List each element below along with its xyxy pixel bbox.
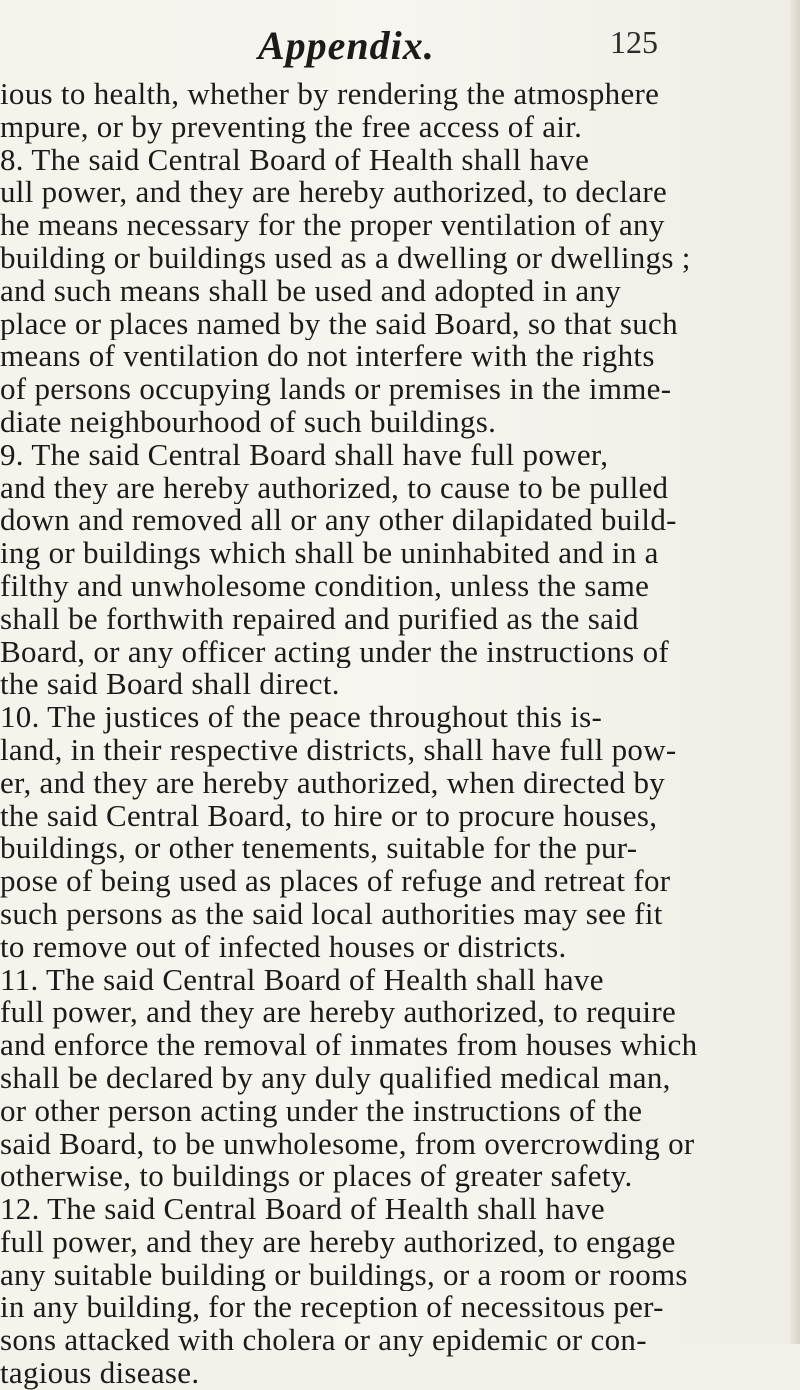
text-line: 12. The said Central Board of Health shall have [0, 1193, 605, 1226]
text-line: means of ventilation do not interfere with the rights [0, 340, 655, 374]
text-line: sons attacked with cholera or any epidemic or con- [0, 1324, 647, 1358]
text-line: such persons as the said local authorities may see fit [0, 897, 663, 931]
text-line: and they are hereby authorized, to cause to be pulled [0, 471, 669, 505]
text-line: tagious disease. [0, 1357, 200, 1390]
text-line: place or places named by the said Board, so that such [0, 307, 678, 341]
text-line: shall be forthwith repaired and purified as the said [0, 602, 639, 636]
text-line: shall be declared by any duly qualified medical man, [0, 1061, 671, 1095]
text-line: in any building, for the reception of necessitous per- [0, 1291, 664, 1325]
text-line: er, and they are hereby authorized, when directed by [0, 766, 666, 800]
text-line: otherwise, to buildings or places of greater safety. [0, 1160, 633, 1194]
running-title: Appendix. [258, 23, 435, 68]
text-line: he means necessary for the proper ventilation of any [0, 209, 665, 242]
text-line: Board, or any officer acting under the instructions of [0, 635, 670, 669]
text-line: buildings, or other tenements, suitable for the pur- [0, 832, 638, 866]
text-line: pose of being used as places of refuge and retreat for [0, 865, 671, 898]
text-line: down and removed all or any other dilapidated build- [0, 504, 677, 538]
body-text [0, 78, 790, 1390]
text-line: and enforce the removal of inmates from houses which [0, 1029, 698, 1062]
text-line: 11. The said Central Board of Health shall have [0, 963, 604, 997]
text-line: diate neighbourhood of such buildings. [0, 405, 497, 439]
text-line: mpure, or by preventing the free access of air. [0, 110, 583, 144]
text-line: of persons occupying lands or premises in the imme- [0, 373, 672, 406]
page-header [0, 22, 800, 72]
text-line: 9. The said Central Board shall have full power, [0, 438, 609, 472]
text-line: building or buildings used as a dwelling or dwellings ; [0, 241, 691, 275]
text-line: said Board, to be unwholesome, from overcrowding or [0, 1127, 695, 1161]
text-line: full power, and they are hereby authorized, to require [0, 996, 677, 1030]
text-line: the said Central Board, to hire or to procure houses, [0, 799, 658, 833]
page-number: 125 [610, 24, 658, 60]
text-line: land, in their respective districts, shall have full pow- [0, 733, 677, 767]
text-line: to remove out of infected houses or districts. [0, 930, 567, 964]
text-line: ull power, and they are hereby authorized, to declare [0, 176, 668, 210]
text-line: 10. The justices of the peace throughout this is- [0, 701, 603, 734]
text-line: and such means shall be used and adopted in any [0, 274, 622, 308]
text-line: filthy and unwholesome condition, unless the same [0, 569, 650, 603]
text-line: any suitable building or buildings, or a room or rooms [0, 1258, 688, 1292]
text-line: the said Board shall direct. [0, 668, 340, 702]
text-line: ing or buildings which shall be uninhabited and in a [0, 537, 659, 570]
text-line: full power, and they are hereby authorized, to engage [0, 1225, 676, 1259]
text-line: ious to health, whether by rendering the atmosphere [0, 78, 660, 111]
text-line: 8. The said Central Board of Health shall have [0, 143, 590, 177]
page-edge-shadow [790, 0, 800, 1344]
text-line: or other person acting under the instructions of the [0, 1094, 643, 1128]
